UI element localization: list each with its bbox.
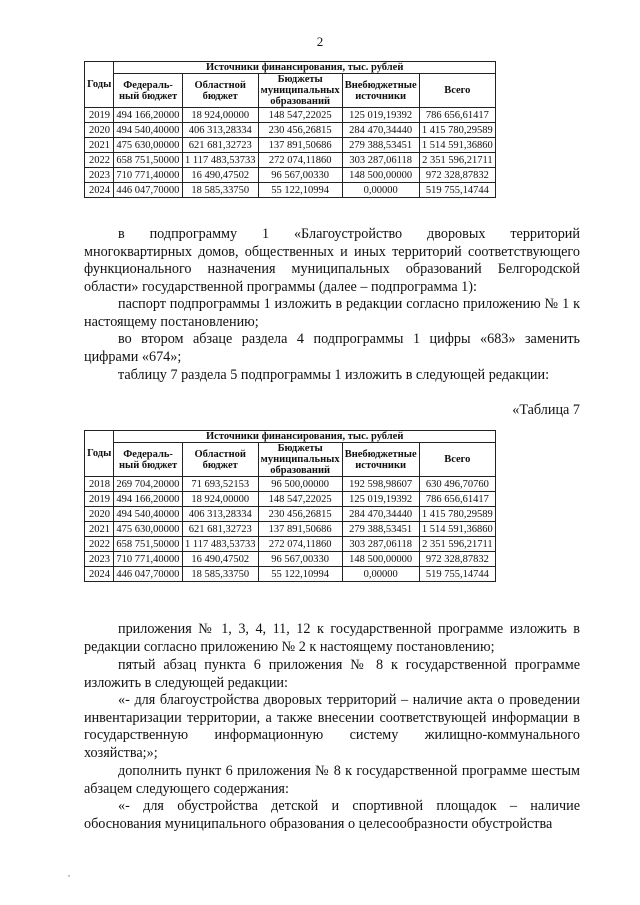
- regional-cell: 621 681,32723: [182, 138, 258, 153]
- total-cell: 2 351 596,21711: [419, 153, 495, 168]
- year-cell: 2019: [85, 108, 114, 123]
- table-row: [85, 123, 496, 138]
- federal-cell: 494 540,40000: [114, 123, 182, 138]
- regional-cell: 18 585,33750: [182, 183, 258, 198]
- total-cell: 1 514 591,36860: [419, 138, 495, 153]
- municipal-cell: 148 547,22025: [258, 492, 342, 507]
- extra-cell: 279 388,53451: [342, 522, 419, 537]
- financing-table-1: [84, 61, 496, 198]
- header-sources: Источники финансирования, тыс. рублей: [114, 62, 496, 74]
- federal-cell: 494 166,20000: [114, 108, 182, 123]
- federal-cell: 446 047,70000: [114, 183, 182, 198]
- table-row: [85, 153, 496, 168]
- table-2-body: [85, 477, 496, 582]
- header-sources: Источники финансирования, тыс. рублей: [114, 431, 496, 443]
- regional-cell: 1 117 483,53733: [182, 153, 258, 168]
- year-cell: 2020: [85, 123, 114, 138]
- table-row: [85, 477, 496, 492]
- header-years: Годы: [85, 62, 114, 108]
- year-cell: 2023: [85, 552, 114, 567]
- regional-cell: 71 693,52153: [182, 477, 258, 492]
- year-cell: 2019: [85, 492, 114, 507]
- year-cell: 2018: [85, 477, 114, 492]
- year-cell: 2021: [85, 138, 114, 153]
- municipal-cell: 137 891,50686: [258, 138, 342, 153]
- header-federal: Федераль-ный бюджет: [114, 74, 182, 108]
- municipal-cell: 96 567,00330: [258, 552, 342, 567]
- header-regional: Областной бюджет: [182, 74, 258, 108]
- regional-cell: 18 585,33750: [182, 567, 258, 582]
- financing-table-2: [84, 430, 496, 582]
- table-row: [85, 537, 496, 552]
- municipal-cell: 272 074,11860: [258, 153, 342, 168]
- header-extra: Внебюджетные источники: [342, 74, 419, 108]
- municipal-cell: 55 122,10994: [258, 183, 342, 198]
- table-row: [85, 522, 496, 537]
- municipal-cell: 55 122,10994: [258, 567, 342, 582]
- year-cell: 2022: [85, 537, 114, 552]
- total-cell: 1 514 591,36860: [419, 522, 495, 537]
- table-row: [85, 552, 496, 567]
- header-municipal: Бюджеты муниципальных образований: [258, 443, 342, 477]
- regional-cell: 621 681,32723: [182, 522, 258, 537]
- header-years: Годы: [85, 431, 114, 477]
- federal-cell: 494 540,40000: [114, 507, 182, 522]
- table-row: [85, 183, 496, 198]
- paragraph-appendices: приложения № 1, 3, 4, 11, 12 к государственной программе изложить в редакции согласно приложению № 2 к настоящему постановлению;: [84, 621, 580, 655]
- total-cell: 1 415 780,29589: [419, 123, 495, 138]
- paragraph-section-4: во втором абзаце раздела 4 подпрограммы 1 цифры «683» заменить цифрами «674»;: [84, 331, 580, 365]
- header-regional: Областной бюджет: [182, 443, 258, 477]
- municipal-cell: 137 891,50686: [258, 522, 342, 537]
- total-cell: 2 351 596,21711: [419, 537, 495, 552]
- total-cell: 972 328,87832: [419, 168, 495, 183]
- table-row: [85, 168, 496, 183]
- year-cell: 2022: [85, 153, 114, 168]
- federal-cell: 710 771,40000: [114, 168, 182, 183]
- regional-cell: 406 313,28334: [182, 123, 258, 138]
- regional-cell: 18 924,00000: [182, 492, 258, 507]
- header-federal: Федераль-ный бюджет: [114, 443, 182, 477]
- extra-cell: 125 019,19392: [342, 108, 419, 123]
- page-number: 2: [316, 34, 324, 49]
- extra-cell: 284 470,34440: [342, 507, 419, 522]
- header-total: Всего: [419, 74, 495, 108]
- total-cell: 1 415 780,29589: [419, 507, 495, 522]
- table-row: [85, 108, 496, 123]
- total-cell: 786 656,61417: [419, 108, 495, 123]
- extra-cell: 284 470,34440: [342, 123, 419, 138]
- regional-cell: 16 490,47502: [182, 552, 258, 567]
- header-municipal: Бюджеты муниципальных образований: [258, 74, 342, 108]
- header-extra: Внебюджетные источники: [342, 443, 419, 477]
- table-1-body: [85, 108, 496, 198]
- municipal-cell: 230 456,26815: [258, 123, 342, 138]
- year-cell: 2021: [85, 522, 114, 537]
- total-cell: 630 496,70760: [419, 477, 495, 492]
- header-total: Всего: [419, 443, 495, 477]
- municipal-cell: 148 547,22025: [258, 108, 342, 123]
- table-row: [85, 567, 496, 582]
- federal-cell: 658 751,50000: [114, 537, 182, 552]
- regional-cell: 1 117 483,53733: [182, 537, 258, 552]
- total-cell: 786 656,61417: [419, 492, 495, 507]
- year-cell: 2023: [85, 168, 114, 183]
- municipal-cell: 96 567,00330: [258, 168, 342, 183]
- municipal-cell: 230 456,26815: [258, 507, 342, 522]
- extra-cell: 0,00000: [342, 183, 419, 198]
- extra-cell: 0,00000: [342, 567, 419, 582]
- total-cell: 519 755,14744: [419, 183, 495, 198]
- extra-cell: 125 019,19392: [342, 492, 419, 507]
- table-row: [85, 507, 496, 522]
- extra-cell: 279 388,53451: [342, 138, 419, 153]
- paragraph-fifth-clause: пятый абзац пункта 6 приложения № 8 к государственной программе изложить в следующей редакции:: [84, 657, 580, 691]
- paragraph-yard-territories: «- для благоустройства дворовых территорий – наличие акта о проведении инвентаризации территории, а также внесении соответствующей информации в государственную информационную систему жилищно-коммунального хозяйства;»;: [84, 692, 580, 761]
- regional-cell: 18 924,00000: [182, 108, 258, 123]
- year-cell: 2024: [85, 183, 114, 198]
- regional-cell: 16 490,47502: [182, 168, 258, 183]
- paragraph-subprogram-1: в подпрограмму 1 «Благоустройство дворовых территорий многоквартирных домов, общественных и иных территорий соответствующего функционального назначения муниципальных образований Белгородской области» государственной программы (далее – подпрограмма 1):: [84, 226, 580, 295]
- regional-cell: 406 313,28334: [182, 507, 258, 522]
- paragraph-table-7: таблицу 7 раздела 5 подпрограммы 1 изложить в следующей редакции:: [118, 367, 550, 383]
- federal-cell: 710 771,40000: [114, 552, 182, 567]
- federal-cell: 494 166,20000: [114, 492, 182, 507]
- extra-cell: 148 500,00000: [342, 168, 419, 183]
- year-cell: 2020: [85, 507, 114, 522]
- federal-cell: 269 704,20000: [114, 477, 182, 492]
- paragraph-add-clause: дополнить пункт 6 приложения № 8 к государственной программе шестым абзацем следующего содержания:: [84, 763, 580, 797]
- municipal-cell: 272 074,11860: [258, 537, 342, 552]
- table-row: [85, 492, 496, 507]
- federal-cell: 475 630,00000: [114, 522, 182, 537]
- total-cell: 972 328,87832: [419, 552, 495, 567]
- extra-cell: 148 500,00000: [342, 552, 419, 567]
- extra-cell: 303 287,06118: [342, 537, 419, 552]
- table-caption: «Таблица 7: [512, 402, 580, 418]
- municipal-cell: 96 500,00000: [258, 477, 342, 492]
- year-cell: 2024: [85, 567, 114, 582]
- extra-cell: 303 287,06118: [342, 153, 419, 168]
- total-cell: 519 755,14744: [419, 567, 495, 582]
- federal-cell: 475 630,00000: [114, 138, 182, 153]
- paragraph-playgrounds: «- для обустройства детской и спортивной площадок – наличие обоснования муниципального образования о целесообразности обустройства: [84, 798, 580, 832]
- federal-cell: 446 047,70000: [114, 567, 182, 582]
- extra-cell: 192 598,98607: [342, 477, 419, 492]
- paragraph-passport: паспорт подпрограммы 1 изложить в редакции согласно приложению № 1 к настоящему постановлению;: [84, 296, 580, 330]
- federal-cell: 658 751,50000: [114, 153, 182, 168]
- table-row: [85, 138, 496, 153]
- margin-mark: ˙: [67, 872, 71, 886]
